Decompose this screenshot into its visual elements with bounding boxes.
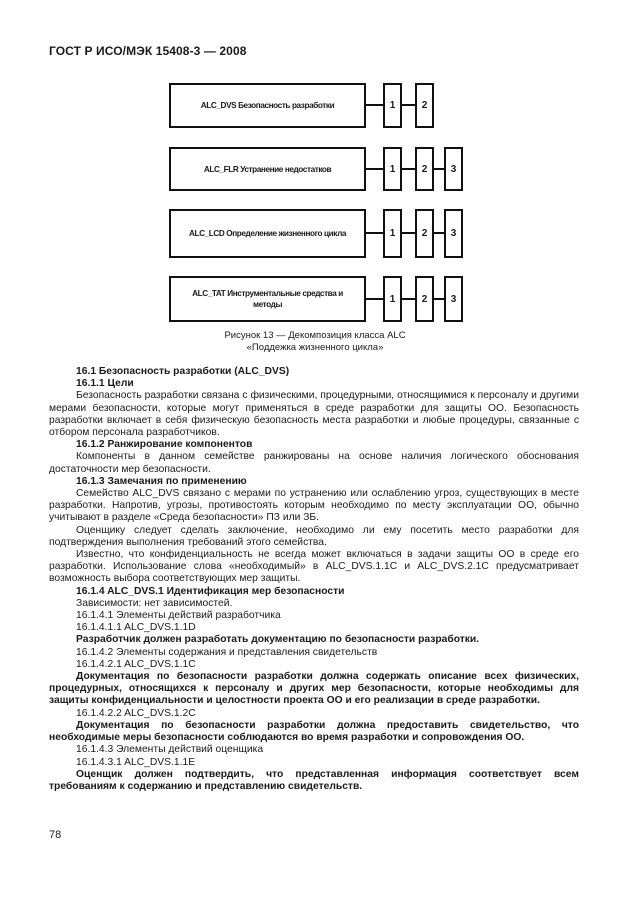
- level-box: 1: [383, 83, 402, 128]
- page-number: 78: [49, 829, 62, 841]
- level-box: 2: [415, 209, 434, 258]
- level-box: 2: [415, 83, 434, 128]
- paragraph: 16.1.4.2 Элементы содержания и представления свидетельств: [76, 646, 378, 658]
- connector-line: [402, 168, 415, 170]
- paragraph: Документация по безопасности разработки должна предоставить свидетельство, что необходимые меры безопасности соблюдаются во время разработки и сопровождения ОО.: [49, 719, 579, 744]
- figure-caption-line: «Поддежка жизненного цикла»: [246, 342, 384, 353]
- section-heading: 16.1.3 Замечания по применению: [76, 475, 247, 487]
- paragraph: Оценщик должен подтвердить, что представленная информация соответствует всем требованиям к содержанию и представлению свидетельств.: [49, 768, 579, 792]
- level-box: 3: [444, 276, 463, 322]
- connector-line: [402, 298, 415, 300]
- paragraph: 16.1.4.3.1 ALC_DVS.1.1E: [76, 756, 196, 768]
- paragraph: Зависимости: нет зависимостей.: [76, 597, 233, 609]
- section-heading: 16.1 Безопасность разработки (ALC_DVS): [76, 366, 290, 377]
- connector-line: [402, 104, 415, 106]
- paragraph: 16.1.4.1 Элементы действий разработчика: [76, 610, 281, 622]
- component-box-alc-flr: ALC_FLR Устранение недостатков: [169, 147, 366, 191]
- paragraph: Безопасность разработки связана с физическими, процедурными, относящимися к персоналу и другими мерами безопасности, которые могут применяться в среде разработки для защиты ОО. Безопасность разработки включает в себя физическую безопасность места разработки и любые процедуры, связанные с отбором персонала разработчиков.: [49, 390, 579, 439]
- connector-line: [434, 298, 444, 300]
- level-box: 2: [415, 147, 434, 191]
- component-box-alc-tat: ALC_TAT Инструментальные средства и методы: [169, 276, 366, 322]
- component-box-alc-dvs: ALC_DVS Безопасность разработки: [169, 83, 366, 128]
- section-heading: 16.1.1 Цели: [76, 378, 134, 390]
- level-box: 1: [383, 147, 402, 191]
- level-box: 1: [383, 276, 402, 322]
- connector-line: [366, 298, 383, 300]
- paragraph: Разработчик должен разработать документацию по безопасности разработки.: [76, 634, 480, 646]
- paragraph: Компоненты в данном семействе ранжированы на основе наличия логического обоснования достаточности мер безопасности.: [49, 451, 579, 475]
- figure-caption: [0, 330, 630, 354]
- body-text: [49, 366, 579, 793]
- paragraph: 16.1.4.2.1 ALC_DVS.1.1C: [76, 658, 196, 670]
- connector-line: [434, 168, 444, 170]
- paragraph: Семейство ALC_DVS связано с мерами по устранению или ослаблению угроз, существующих в месте разработки. Напротив, угрозы, противостоять которым необходимо по месту эксплуатации ОО, обычно учитывают в разделе «Среда безопасности» ПЗ или ЗБ.: [49, 488, 579, 524]
- paragraph: Документация по безопасности разработки должна содержать описание всех физических, процедурных, относящихся к персоналу и других мер безопасности, которые необходимы для защиты конфиденциальности и целостности проекта ОО и его реализации в среде разработки.: [49, 671, 579, 707]
- section-heading: 16.1.2 Ранжирование компонентов: [76, 439, 253, 451]
- component-box-alc-lcd: ALC_LCD Определение жизненного цикла: [169, 209, 366, 258]
- level-box: 1: [383, 209, 402, 258]
- connector-line: [366, 104, 383, 106]
- level-box: 3: [444, 209, 463, 258]
- paragraph: Известно, что конфиденциальность не всегда может включаться в задачи защиты ОО в среде его разработки. Использование слова «необходимый» в ALC_DVS.1.1C и ALC_DVS.2.1C предусматривает возможность выбора соответствующих мер защиты.: [49, 549, 579, 585]
- paragraph: Оценщику следует сделать заключение, необходимо ли ему посетить место разработки для подтверждения выполнения требований этого семейства.: [49, 524, 579, 548]
- connector-line: [402, 232, 415, 234]
- level-box: 2: [415, 276, 434, 322]
- document-header: ГОСТ Р ИСО/МЭК 15408-3 — 2008: [49, 44, 247, 58]
- paragraph: 16.1.4.1.1 ALC_DVS.1.1D: [76, 622, 196, 634]
- paragraph: 16.1.4.2.2 ALC_DVS.1.2C: [76, 707, 196, 719]
- section-heading: 16.1.4 ALC_DVS.1 Идентификация мер безопасности: [76, 585, 345, 597]
- figure-caption-line: Рисунок 13 — Декомпозиция класса ALC: [224, 330, 406, 341]
- connector-line: [366, 168, 383, 170]
- level-box: 3: [444, 147, 463, 191]
- class-decomposition-diagram: [0, 0, 630, 340]
- connector-line: [434, 232, 444, 234]
- connector-line: [366, 232, 383, 234]
- paragraph: 16.1.4.3 Элементы действий оценщика: [76, 744, 264, 756]
